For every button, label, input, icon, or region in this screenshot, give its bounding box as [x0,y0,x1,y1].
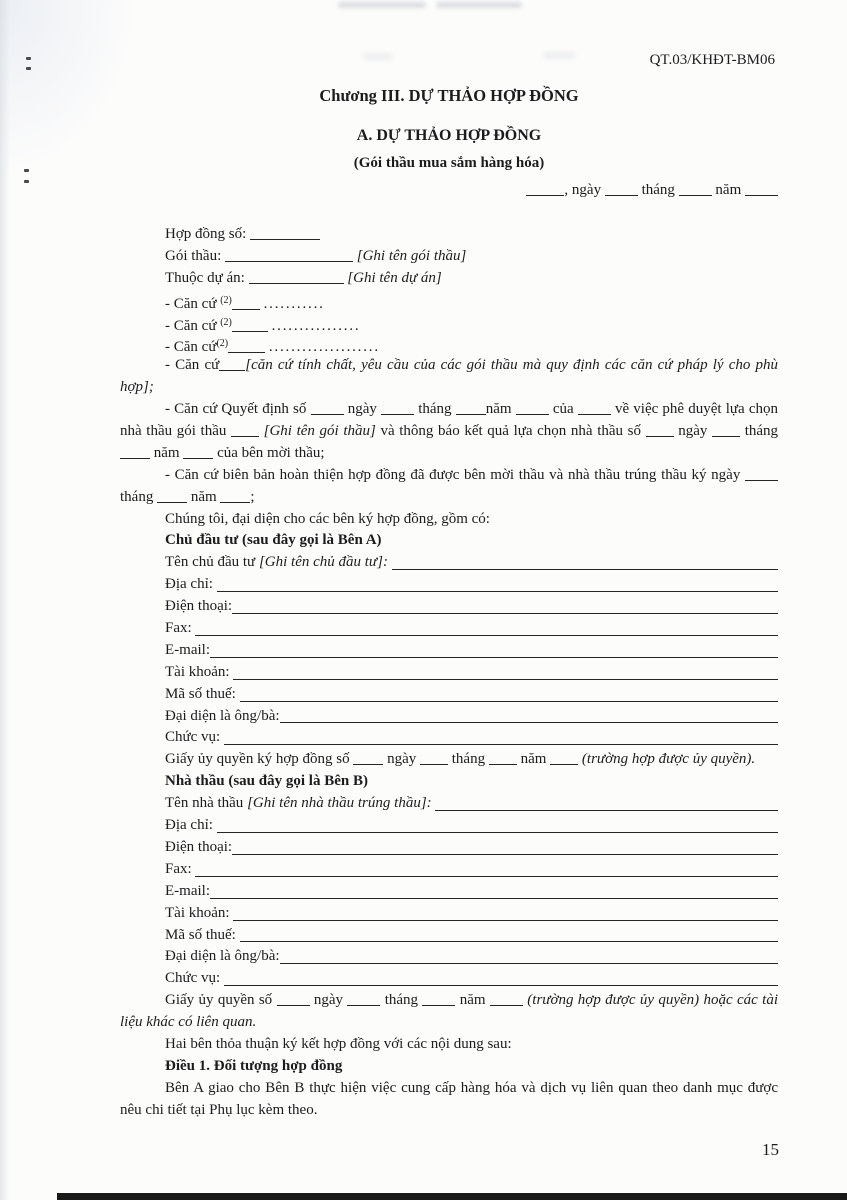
text-run: Đại diện là ông/bà: [165,707,280,724]
blank-fill-line [224,968,778,986]
blank-fill-line [240,684,778,702]
blank-field [526,181,564,196]
blank-field [490,991,523,1006]
text-run: nhà thầu gói thầu [120,423,231,440]
italic-note: [Ghi tên nhà thầu trúng thầu]: [247,795,436,812]
text-run: của bên mời thầu; [213,444,325,461]
text-run: tháng [740,423,778,440]
blank-field [745,181,778,196]
blank-field [745,466,778,481]
text-run: nêu chi tiết tại Phụ lục kèm theo. [120,1101,318,1118]
field-email-a [120,640,778,662]
text-run: - Căn cứ biên bản hoàn thiện hợp đồng đã được bên mời thầu và nhà thầu trúng thầu ký ngày [165,466,745,483]
blank-fill-line [435,793,778,811]
dieu-1-body-2 [120,1100,778,1122]
footnote-ref: (2) [216,338,229,350]
punch-mark-dot [24,180,29,183]
blank-field [381,400,414,415]
text-run: Chức vụ: [165,970,224,987]
text-run: tháng [120,488,158,505]
text-run: Giấy ủy quyền ký hợp đồng số [165,751,354,768]
blank-field [249,269,344,284]
text-run: Thuộc dự án: [165,269,249,286]
text-run: Điện thoại: [165,598,233,615]
italic-note: [Ghi tên chủ đầu tư]: [258,554,392,571]
can-cu-line-3 [120,333,778,355]
footnote-ref: (2) [220,294,232,306]
can-cu-note-wrap [120,377,778,399]
blank-field [516,400,549,415]
text-run: năm [150,444,184,461]
text-run: về việc phê duyệt lựa chọn [610,401,778,418]
parties-intro-line [120,509,778,531]
text-run: tháng [380,992,423,1009]
italic-note: [Ghi tên dự án] [347,269,442,286]
section-title: A. DỰ THẢO HỢP ĐỒNG [356,127,542,144]
italic-note: hợp]; [120,379,154,396]
giay-uy-quyen-a [120,749,778,771]
text-run: ngày [383,751,421,768]
can-cu-line-1 [120,290,778,312]
text-run: Điều 1. Đối tượng hợp đồng [165,1057,343,1074]
party-a-heading [120,530,778,552]
scan-bottom-edge-bar [57,1193,847,1200]
text-run: ngày [673,423,713,440]
dieu-1-body-1 [120,1078,778,1100]
blank-field [679,181,712,196]
punch-mark-dot [26,67,31,70]
can-cu-bien-ban-2 [120,487,778,509]
text-run: ........... [263,295,325,312]
blank-field [311,400,344,415]
text-run: E-mail: [165,641,210,658]
field-dia-chi-a [120,574,778,596]
blank-field [225,247,353,262]
italic-note: [Ghi tên gói thầu] [263,423,376,440]
text-run: năm [455,992,490,1009]
blank-field [420,750,448,765]
blank-fill-line [280,706,778,724]
text-run: Điện thoại: [165,838,233,855]
party-b-heading [120,771,778,793]
blank-fill-line [224,727,778,745]
text-run: Chức vụ: [165,729,224,746]
blank-fill-line [280,946,778,964]
can-cu-quyet-dinh-2 [120,421,778,443]
blank-field [456,400,486,415]
can-cu-note-line [120,355,778,377]
blank-fill-line [392,552,778,570]
blank-fill-line [195,618,778,636]
text-run: Hợp đồng số: [165,226,251,242]
text-run: Bên A giao cho Bên B thực hiện việc cung cấp hàng hóa và dịch vụ liên quan theo danh mục được [165,1079,778,1096]
can-cu-quyet-dinh-1 [120,399,778,421]
agreement-intro-line [120,1034,778,1056]
text-run: Fax: [165,860,196,877]
italic-note: [Ghi tên gói thầu] [356,247,467,264]
text-run: ngày [343,401,382,418]
text-run: năm [187,488,221,505]
blank-fill-line [210,881,778,899]
field-chuc-vu-b [120,968,778,990]
field-dia-chi-b [120,815,778,837]
text-run: Tài khoản: [165,904,234,921]
italic-note: liệu khác có liên quan. [120,1014,257,1031]
punch-mark-dot [24,169,29,172]
blank-field [183,444,213,459]
blank-fill-line [217,574,778,592]
blank-fill-line [233,903,778,921]
text-run: ngày [309,992,348,1009]
field-fax-a [120,618,778,640]
blank-field [347,991,380,1006]
text-run: năm [711,182,745,198]
blank-field [489,750,517,765]
field-tai-khoan-b [120,903,778,925]
chapter-title: Chương III. DỰ THẢO HỢP ĐỒNG [319,86,579,105]
blank-field [232,295,260,310]
blank-fill-line [232,837,778,855]
text-run: ................ [271,317,361,334]
blank-field [231,422,259,437]
scan-left-edge-shading [0,0,10,1200]
can-cu-quyet-dinh-3 [120,443,778,465]
blank-fill-line [232,596,778,614]
text-run: Tên chủ đầu tư [165,554,259,571]
date-line [526,180,778,202]
text-run: tháng [414,401,456,418]
bleedthrough-ghost-text [338,2,426,8]
blank-field [232,317,268,332]
giay-uy-quyen-b-1 [120,990,778,1012]
text-run: - Căn cứ [165,339,217,356]
text-run: Địa chỉ: [165,576,217,593]
field-ten-nha-thau [120,793,778,815]
blank-field [422,991,455,1006]
punch-mark-dot [26,57,31,60]
package-subtitle: (Gói thầu mua sắm hàng hóa) [353,155,545,171]
field-dai-dien-a [120,706,778,728]
field-ma-so-thue-a [120,684,778,706]
blank-fill-line [195,859,778,877]
text-run: tháng [448,751,489,768]
text-run: Mã số thuế: [165,685,240,702]
text-run: và thông báo kết quả lựa chọn nhà thầu số [375,423,646,440]
field-email-b [120,881,778,903]
text-run: Giấy ủy quyền số [165,992,277,1009]
blank-field [605,181,638,196]
text-run: Mã số thuế: [165,926,240,943]
blank-field [219,356,245,371]
text-run: Tên nhà thầu [165,795,248,812]
document-body [120,224,778,1122]
field-ten-chu-dau-tu [120,552,778,574]
bleedthrough-ghost-text [363,53,393,60]
italic-note: [căn cứ tính chất, yêu cầu của các gói thầu mà quy định các căn cứ pháp lý cho phù [245,357,778,374]
text-run: Địa chỉ: [165,817,217,834]
field-dien-thoai-a [120,596,778,618]
blank-field [578,400,611,415]
text-run: , ngày [564,182,605,198]
blank-field [353,750,383,765]
text-run: Chủ đầu tư (sau đây gọi là Bên A) [165,532,382,549]
blank-fill-line [217,815,778,833]
bleedthrough-ghost-text [436,2,522,8]
form-code: QT.03/KHĐT-BM06 [649,52,775,68]
bleedthrough-ghost-text [543,52,575,59]
page-number: 15 [762,1140,779,1159]
text-run: của [548,401,578,418]
blank-field [646,422,674,437]
text-run: Nhà thầu (sau đây gọi là Bên B) [165,773,368,790]
text-run: năm [516,751,551,768]
contract-number-line [120,224,778,246]
field-dien-thoai-b [120,837,778,859]
blank-field [277,991,310,1006]
text-run: Tài khoản: [165,663,234,680]
text-run: Fax: [165,620,196,637]
footnote-ref: (2) [220,316,232,328]
italic-note: (trường hợp được ủy quyền) hoặc các tài [527,992,778,1009]
date-line-holder [526,180,778,202]
can-cu-bien-ban-1 [120,465,778,487]
text-run: - Căn cứ [165,357,220,374]
text-run: - Căn cứ [165,317,221,334]
can-cu-line-2 [120,312,778,334]
text-run: .................... [268,339,380,356]
text-run: năm [485,401,516,418]
text-run: Hai bên thỏa thuận ký kết hợp đồng với các nội dung sau: [165,1035,512,1052]
text-run: - Căn cứ Quyết định số [165,401,311,418]
field-chuc-vu-a [120,727,778,749]
blank-field [220,488,250,503]
blank-field [712,422,740,437]
blank-field [157,488,187,503]
blank-fill-line [210,640,778,658]
blank-field [228,338,265,353]
field-fax-b [120,859,778,881]
text-run: - Căn cứ [165,295,221,312]
text-run: Đại diện là ông/bà: [165,948,280,965]
blank-fill-line [240,925,778,943]
text-run: Chúng tôi, đại diện cho các bên ký hợp đồng, gồm có: [165,510,490,527]
text-run: Gói thầu: [165,247,225,264]
project-name-line [120,268,778,290]
blank-field [550,750,578,765]
field-dai-dien-b [120,946,778,968]
blank-fill-line [233,662,778,680]
package-name-line [120,246,778,268]
text-run: tháng [637,182,679,198]
dieu-1-heading [120,1056,778,1078]
giay-uy-quyen-b-2 [120,1012,778,1034]
blank-field [120,444,150,459]
field-ma-so-thue-b [120,925,778,947]
text-run: E-mail: [165,882,210,899]
text-run: ; [250,488,255,505]
blank-field [250,225,320,240]
italic-note: (trường hợp được ủy quyền). [581,751,756,768]
field-tai-khoan-a [120,662,778,684]
